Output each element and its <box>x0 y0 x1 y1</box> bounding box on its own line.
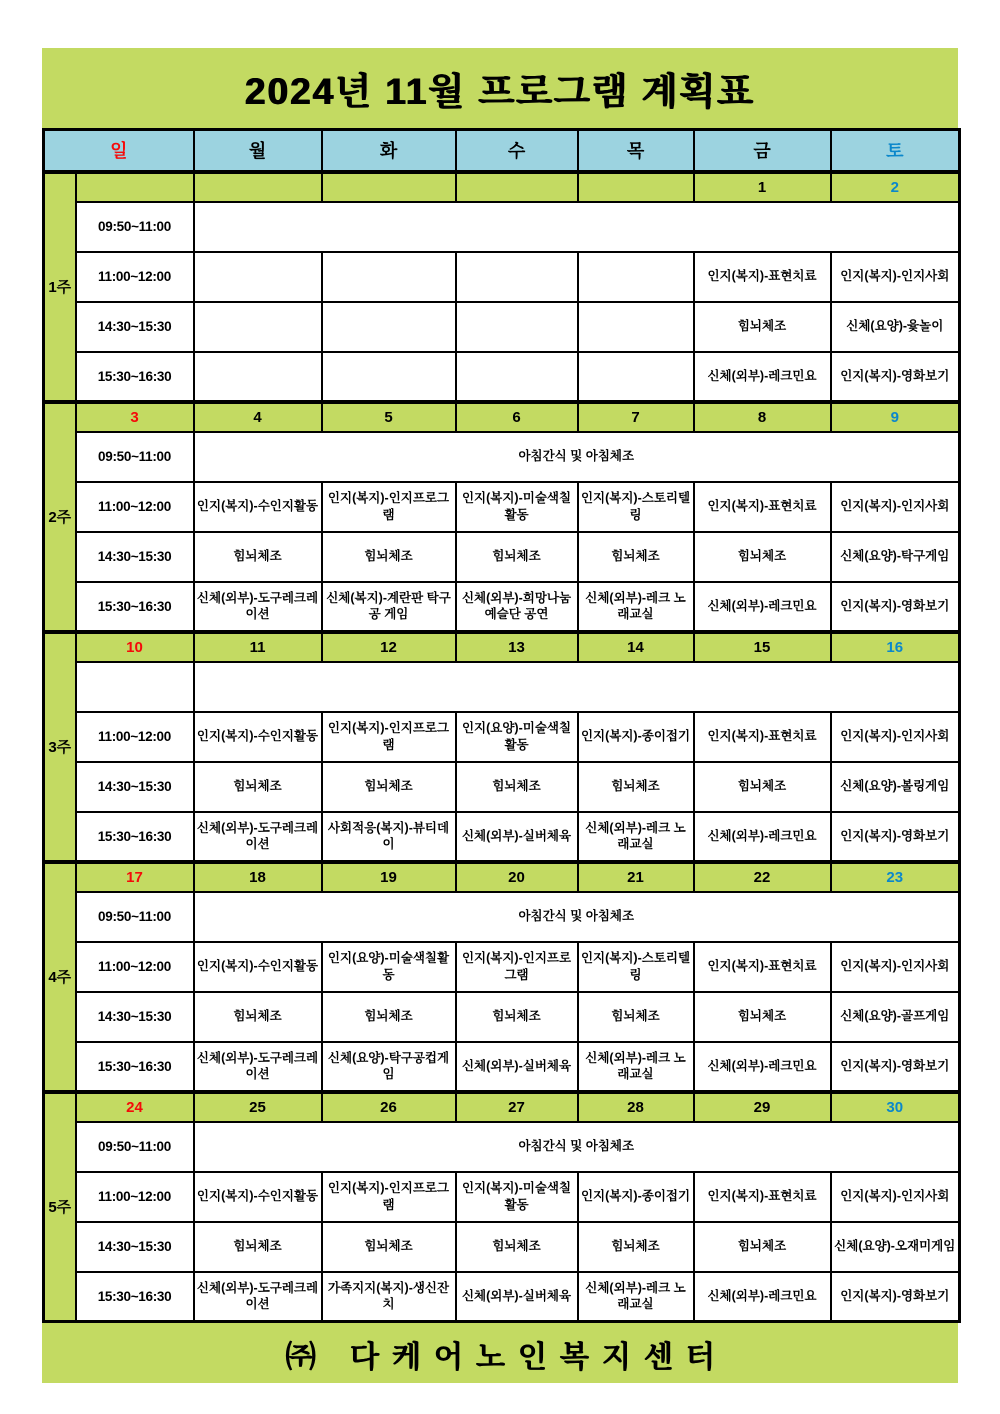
day-header-1: 월 <box>194 130 322 172</box>
program-cell: 인지(복지)-인지사회 <box>831 252 960 302</box>
program-cell: 신체(요양)-오재미게임 <box>831 1222 960 1272</box>
date-cell: 5 <box>322 402 456 432</box>
date-cell <box>322 172 456 202</box>
program-cell: 인지(복지)-표현치료 <box>694 482 831 532</box>
program-cell: 힘뇌체조 <box>194 532 322 582</box>
date-cell: 13 <box>456 632 578 662</box>
page-title: 2024년 11월 프로그램 계획표 <box>245 71 755 112</box>
date-cell: 15 <box>694 632 831 662</box>
program-cell: 인지(복지)-종이접기 <box>578 712 694 762</box>
time-cell: 15:30~16:30 <box>76 812 194 862</box>
program-row <box>44 892 960 942</box>
date-row-week-4 <box>44 862 960 892</box>
program-row <box>44 202 960 252</box>
program-cell: 인지(복지)-인지사회 <box>831 712 960 762</box>
program-row <box>44 302 960 352</box>
program-cell: 신체(외부)-실버체육 <box>456 1042 578 1092</box>
date-cell: 23 <box>831 862 960 892</box>
time-cell: 15:30~16:30 <box>76 1272 194 1322</box>
program-cell: 신체(외부)-도구레크레이션 <box>194 582 322 632</box>
program-cell: 인지(복지)-미술색칠활동 <box>456 482 578 532</box>
program-cell: 힘뇌체조 <box>694 992 831 1042</box>
date-row-week-3 <box>44 632 960 662</box>
program-cell: 인지(복지)-표현치료 <box>694 252 831 302</box>
program-cell: 신체(외부)-실버체육 <box>456 812 578 862</box>
date-cell: 11 <box>194 632 322 662</box>
program-cell: 신체(외부)-레크민요 <box>694 1272 831 1322</box>
program-cell: 인지(복지)-인지프로그램 <box>322 1172 456 1222</box>
program-cell: 힘뇌체조 <box>194 992 322 1042</box>
date-cell: 4 <box>194 402 322 432</box>
program-cell <box>578 252 694 302</box>
program-cell <box>456 302 578 352</box>
program-cell: 힘뇌체조 <box>456 762 578 812</box>
date-cell: 16 <box>831 632 960 662</box>
program-cell: 힘뇌체조 <box>694 762 831 812</box>
week-label-4: 4주 <box>44 862 76 1092</box>
merged-program-cell: 아침간식 및 아침체조 <box>194 892 960 942</box>
program-cell: 힘뇌체조 <box>578 762 694 812</box>
program-row <box>44 352 960 402</box>
date-cell: 19 <box>322 862 456 892</box>
program-cell: 힘뇌체조 <box>578 992 694 1042</box>
date-cell <box>456 172 578 202</box>
date-cell: 9 <box>831 402 960 432</box>
program-cell: 신체(외부)-레크민요 <box>694 352 831 402</box>
merged-program-cell <box>194 202 960 252</box>
merged-program-cell <box>194 662 960 712</box>
program-cell: 힘뇌체조 <box>578 1222 694 1272</box>
program-cell: 신체(외부)-도구레크레이션 <box>194 1272 322 1322</box>
program-row <box>44 1272 960 1322</box>
program-row <box>44 252 960 302</box>
program-cell: 신체(외부)-도구레크레이션 <box>194 812 322 862</box>
date-row-week-5 <box>44 1092 960 1122</box>
time-cell: 09:50~11:00 <box>76 432 194 482</box>
program-row <box>44 1222 960 1272</box>
program-cell: 인지(복지)-인지사회 <box>831 942 960 992</box>
date-cell: 6 <box>456 402 578 432</box>
program-row <box>44 432 960 482</box>
day-header-6: 토 <box>831 130 960 172</box>
program-cell: 신체(외부)-도구레크레이션 <box>194 1042 322 1092</box>
program-cell: 인지(복지)-인지사회 <box>831 482 960 532</box>
program-cell: 힘뇌체조 <box>322 762 456 812</box>
program-cell: 인지(복지)-수인지활동 <box>194 712 322 762</box>
date-cell: 14 <box>578 632 694 662</box>
day-header-3: 수 <box>456 130 578 172</box>
time-cell: 11:00~12:00 <box>76 252 194 302</box>
day-header-2: 화 <box>322 130 456 172</box>
program-cell: 힘뇌체조 <box>194 1222 322 1272</box>
program-cell <box>578 302 694 352</box>
program-cell <box>456 352 578 402</box>
program-cell: 인지(요양)-미술색칠활동 <box>456 712 578 762</box>
program-cell: 신체(외부)-레크 노래교실 <box>578 1042 694 1092</box>
program-cell: 인지(복지)-스토리텔링 <box>578 942 694 992</box>
date-cell: 12 <box>322 632 456 662</box>
program-cell: 인지(복지)-표현치료 <box>694 712 831 762</box>
program-row <box>44 812 960 862</box>
program-row <box>44 712 960 762</box>
date-cell: 24 <box>76 1092 194 1122</box>
program-cell <box>322 352 456 402</box>
date-cell: 25 <box>194 1092 322 1122</box>
date-cell <box>578 172 694 202</box>
week-label-3: 3주 <box>44 632 76 862</box>
time-cell: 14:30~15:30 <box>76 1222 194 1272</box>
date-row-week-1 <box>44 172 960 202</box>
program-cell: 신체(복지)-계란판 탁구공 게임 <box>322 582 456 632</box>
time-cell: 09:50~11:00 <box>76 202 194 252</box>
time-cell: 09:50~11:00 <box>76 1122 194 1172</box>
program-row <box>44 762 960 812</box>
program-row <box>44 1042 960 1092</box>
program-row <box>44 662 960 712</box>
time-cell: 14:30~15:30 <box>76 532 194 582</box>
program-cell: 인지(복지)-인지프로그램 <box>456 942 578 992</box>
schedule-body <box>44 172 960 1322</box>
program-row <box>44 1172 960 1222</box>
date-row-week-2 <box>44 402 960 432</box>
program-cell: 인지(복지)-표현치료 <box>694 1172 831 1222</box>
schedule-table <box>42 128 961 1323</box>
program-cell: 인지(복지)-수인지활동 <box>194 942 322 992</box>
program-row <box>44 992 960 1042</box>
program-cell: 인지(복지)-인지사회 <box>831 1172 960 1222</box>
program-cell: 인지(복지)-영화보기 <box>831 582 960 632</box>
program-cell: 신체(외부)-실버체육 <box>456 1272 578 1322</box>
program-cell: 힘뇌체조 <box>694 1222 831 1272</box>
day-header-0: 일 <box>44 130 194 172</box>
program-cell: 신체(외부)-레크민요 <box>694 812 831 862</box>
program-cell: 신체(외부)-레크민요 <box>694 1042 831 1092</box>
date-cell: 26 <box>322 1092 456 1122</box>
time-cell: 14:30~15:30 <box>76 762 194 812</box>
time-cell: 11:00~12:00 <box>76 482 194 532</box>
program-cell: 인지(복지)-영화보기 <box>831 1272 960 1322</box>
program-cell: 인지(복지)-미술색칠활동 <box>456 1172 578 1222</box>
program-cell: 힘뇌체조 <box>694 302 831 352</box>
program-cell: 힘뇌체조 <box>578 532 694 582</box>
program-row <box>44 582 960 632</box>
program-cell: 인지(복지)-종이접기 <box>578 1172 694 1222</box>
date-cell: 10 <box>76 632 194 662</box>
time-cell: 11:00~12:00 <box>76 712 194 762</box>
program-cell: 힘뇌체조 <box>456 1222 578 1272</box>
date-cell: 2 <box>831 172 960 202</box>
program-cell: 인지(복지)-인지프로그램 <box>322 482 456 532</box>
program-row <box>44 942 960 992</box>
program-cell <box>578 352 694 402</box>
program-cell: 인지(복지)-수인지활동 <box>194 1172 322 1222</box>
week-label-1: 1주 <box>44 172 76 402</box>
program-cell <box>322 302 456 352</box>
program-cell <box>194 252 322 302</box>
program-cell: 힘뇌체조 <box>694 532 831 582</box>
program-row <box>44 1122 960 1172</box>
program-cell: 신체(요양)-탁구게임 <box>831 532 960 582</box>
time-cell <box>76 662 194 712</box>
date-cell: 17 <box>76 862 194 892</box>
program-cell: 신체(요양)-볼링게임 <box>831 762 960 812</box>
date-cell: 30 <box>831 1092 960 1122</box>
program-cell: 힘뇌체조 <box>456 532 578 582</box>
date-cell <box>194 172 322 202</box>
program-cell: 인지(복지)-인지프로그램 <box>322 712 456 762</box>
date-cell: 18 <box>194 862 322 892</box>
footer-company-name: ㈜ 다케어노인복지센터 <box>285 1340 728 1374</box>
program-cell: 인지(요양)-미술색칠활동 <box>322 942 456 992</box>
time-cell: 11:00~12:00 <box>76 1172 194 1222</box>
program-cell: 힘뇌체조 <box>322 532 456 582</box>
time-cell: 11:00~12:00 <box>76 942 194 992</box>
program-cell: 신체(외부)-레크민요 <box>694 582 831 632</box>
program-cell <box>322 252 456 302</box>
date-cell: 28 <box>578 1092 694 1122</box>
date-cell <box>76 172 194 202</box>
program-cell: 힘뇌체조 <box>322 992 456 1042</box>
date-cell: 3 <box>76 402 194 432</box>
program-cell: 힘뇌체조 <box>194 762 322 812</box>
day-header-5: 금 <box>694 130 831 172</box>
program-cell: 신체(요양)-탁구공컵게임 <box>322 1042 456 1092</box>
date-cell: 1 <box>694 172 831 202</box>
week-label-2: 2주 <box>44 402 76 632</box>
week-label-5: 5주 <box>44 1092 76 1322</box>
time-cell: 15:30~16:30 <box>76 582 194 632</box>
date-cell: 7 <box>578 402 694 432</box>
program-cell: 신체(외부)-레크 노래교실 <box>578 812 694 862</box>
program-cell <box>456 252 578 302</box>
program-cell: 인지(복지)-영화보기 <box>831 352 960 402</box>
program-row <box>44 482 960 532</box>
date-cell: 22 <box>694 862 831 892</box>
schedule-panel <box>42 48 958 1383</box>
merged-program-cell: 아침간식 및 아침체조 <box>194 1122 960 1172</box>
time-cell: 09:50~11:00 <box>76 892 194 942</box>
program-cell: 인지(복지)-영화보기 <box>831 1042 960 1092</box>
day-header-row <box>44 130 960 172</box>
program-cell: 가족지지(복지)-생신잔치 <box>322 1272 456 1322</box>
program-cell: 신체(요양)-윷놀이 <box>831 302 960 352</box>
time-cell: 14:30~15:30 <box>76 992 194 1042</box>
date-cell: 27 <box>456 1092 578 1122</box>
program-cell: 인지(복지)-표현치료 <box>694 942 831 992</box>
program-cell: 인지(복지)-스토리텔링 <box>578 482 694 532</box>
time-cell: 15:30~16:30 <box>76 1042 194 1092</box>
time-cell: 15:30~16:30 <box>76 352 194 402</box>
program-cell: 신체(외부)-레크 노래교실 <box>578 1272 694 1322</box>
date-cell: 20 <box>456 862 578 892</box>
date-cell: 8 <box>694 402 831 432</box>
program-cell: 사회적응(복지)-뷰티데이 <box>322 812 456 862</box>
program-cell: 인지(복지)-영화보기 <box>831 812 960 862</box>
program-cell: 신체(외부)-레크 노래교실 <box>578 582 694 632</box>
program-cell: 힘뇌체조 <box>456 992 578 1042</box>
program-cell: 힘뇌체조 <box>322 1222 456 1272</box>
program-cell: 신체(외부)-희망나눔예슬단 공연 <box>456 582 578 632</box>
date-cell: 21 <box>578 862 694 892</box>
program-cell: 신체(요양)-골프게임 <box>831 992 960 1042</box>
time-cell: 14:30~15:30 <box>76 302 194 352</box>
program-cell <box>194 352 322 402</box>
program-cell <box>194 302 322 352</box>
day-header-4: 목 <box>578 130 694 172</box>
date-cell: 29 <box>694 1092 831 1122</box>
program-cell: 인지(복지)-수인지활동 <box>194 482 322 532</box>
merged-program-cell: 아침간식 및 아침체조 <box>194 432 960 482</box>
program-row <box>44 532 960 582</box>
